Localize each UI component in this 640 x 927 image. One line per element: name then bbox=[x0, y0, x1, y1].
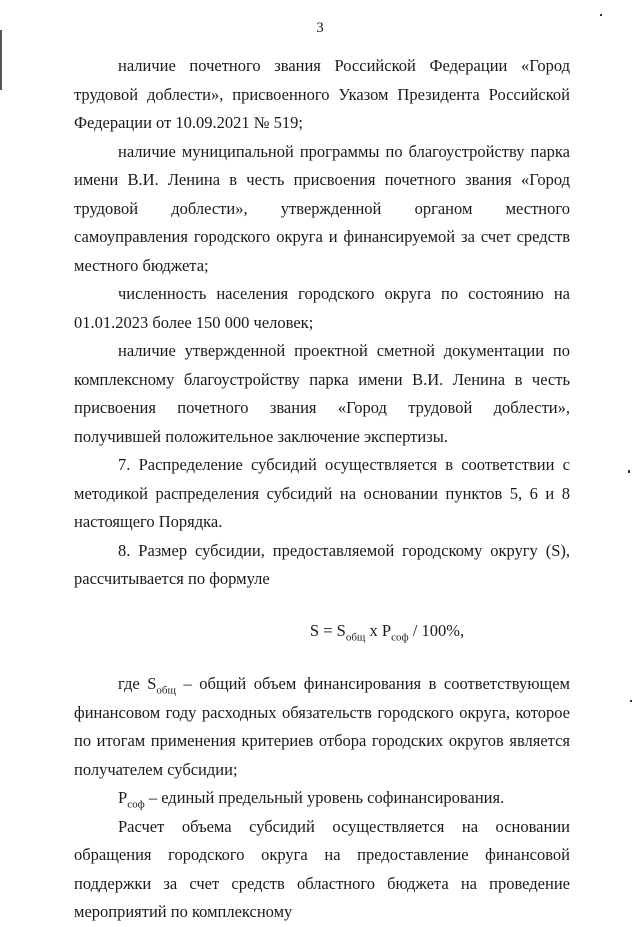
scan-speck bbox=[628, 470, 630, 473]
scan-speck bbox=[600, 14, 602, 16]
paragraph-honorary-title: наличие почетного звания Российской Федерации «Город трудовой доблести», присвоенного Указом Президента Российской Федерации от 10.09.2021 № 519; bbox=[74, 56, 570, 132]
paragraph-population: численность населения городского округа по состоянию на 01.01.2023 более 150 000 человек; bbox=[74, 284, 570, 332]
subsidy-formula: $S = S_{общ}$ x $P_{соф} / 100\%$, bbox=[309, 620, 465, 643]
paragraph-design-documentation: наличие утвержденной проектной сметной документации по комплексному благоустройству парка имени В.И. Ленина в честь присвоения почетного звания «Город трудовой доблести», получившей положительное заключение экспертизы. bbox=[74, 341, 570, 446]
paragraph-calculation: Расчет объема субсидий осуществляется на основании обращения городского округа на предоставление финансовой поддержки за счет средств областного бюджета на проведение мероприятий по комплексному bbox=[74, 816, 570, 921]
document-body bbox=[74, 52, 570, 927]
page-number: 3 bbox=[316, 20, 324, 36]
paragraph-municipal-program: наличие муниципальной программы по благоустройству парка имени В.И. Ленина в честь присвоения почетного звания «Город трудовой доблести», утвержденной органом местного самоуправления городского округа и финансируемой за счет средств местного бюджета; bbox=[74, 141, 570, 275]
paragraph-item-7: 7. Распределение субсидий осуществляется в соответствии с методикой распределения субсидий на основании пунктов 5, 6 и 8 настоящего Порядка. bbox=[74, 455, 570, 531]
scan-speck bbox=[630, 700, 632, 702]
paragraph-item-8: 8. Размер субсидии, предоставляемой городскому округу (S), рассчитывается по формуле bbox=[74, 540, 570, 588]
definition-p-cofinancing: $P_{соф}$ – единый предельный уровень софинансирования. bbox=[118, 788, 505, 811]
scan-edge-mark bbox=[0, 30, 2, 90]
definition-s-total: где $S_{общ}$ – общий объем финансирования в соответствующем финансовом году расходных обязательств городского округа, которое по итогам применения критериев отбора городских округов является получателем субсидии; bbox=[74, 674, 570, 779]
